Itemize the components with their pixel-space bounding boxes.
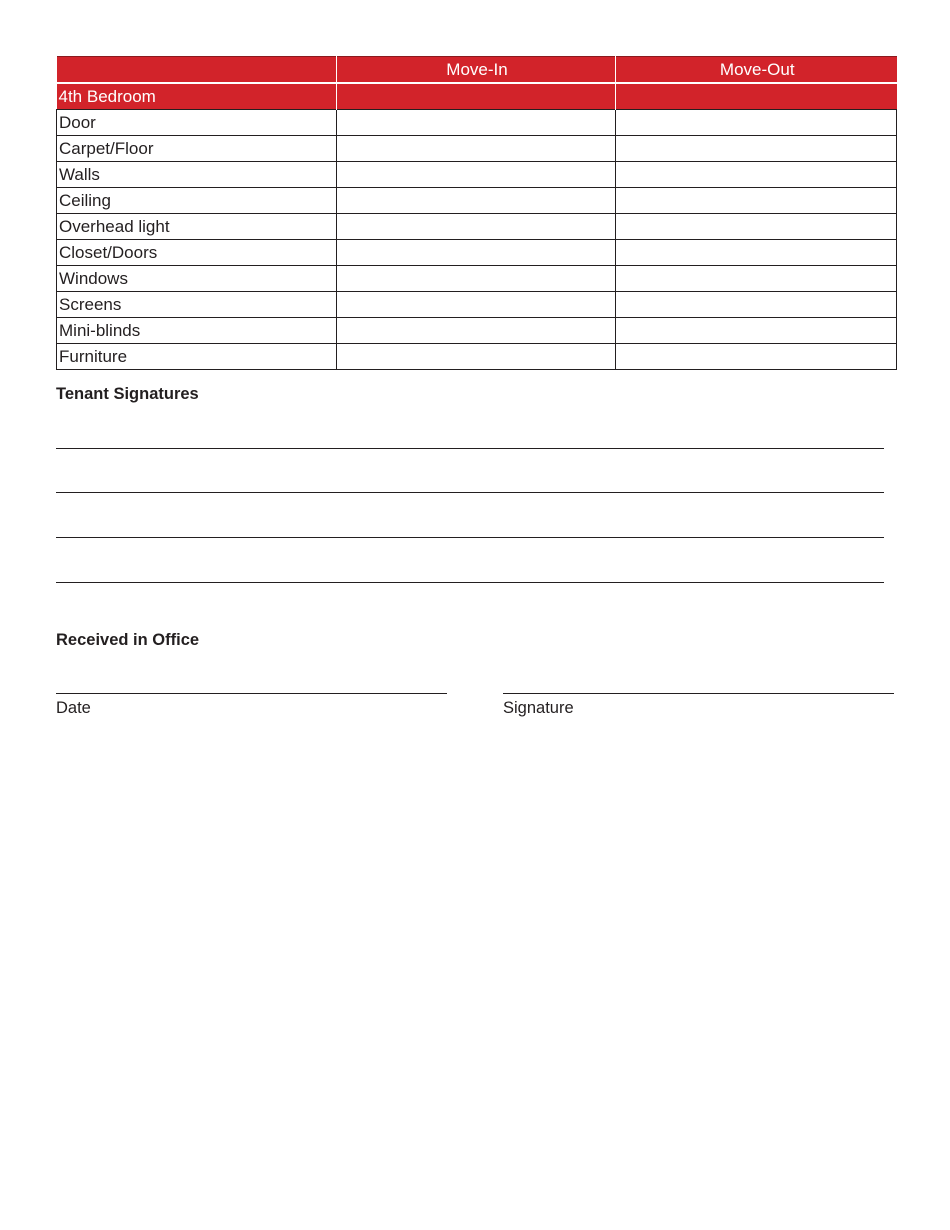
move-out-cell[interactable] (616, 136, 897, 162)
move-out-cell[interactable] (616, 162, 897, 188)
move-in-cell[interactable] (337, 214, 616, 240)
table-row (57, 266, 897, 292)
move-in-cell[interactable] (337, 188, 616, 214)
move-in-cell[interactable] (337, 110, 616, 136)
tenant-signature-line-1[interactable] (56, 448, 884, 449)
office-signature-line[interactable] (503, 693, 894, 694)
section-move-out-cell (616, 83, 897, 110)
table-row (57, 318, 897, 344)
move-out-cell[interactable] (616, 214, 897, 240)
table-row (57, 292, 897, 318)
move-out-cell[interactable] (616, 344, 897, 370)
received-in-office-heading: Received in Office (56, 631, 200, 649)
column-header-move-out: Move-Out (616, 57, 897, 84)
tenant-signature-line-2[interactable] (56, 492, 884, 493)
move-out-cell[interactable] (616, 110, 897, 136)
move-out-cell[interactable] (616, 240, 897, 266)
section-row-4th-bedroom (57, 83, 897, 110)
signature-label: Signature (503, 699, 574, 717)
item-label: Carpet/Floor (57, 136, 337, 162)
date-label: Date (56, 699, 91, 717)
table-header-row (57, 57, 897, 84)
item-label: Door (57, 110, 337, 136)
column-header-item (57, 57, 337, 84)
section-move-in-cell (337, 83, 616, 110)
move-out-cell[interactable] (616, 292, 897, 318)
move-out-cell[interactable] (616, 188, 897, 214)
table-row (57, 214, 897, 240)
tenant-signatures-heading: Tenant Signatures (56, 385, 199, 403)
table-row (57, 344, 897, 370)
tenant-signature-line-3[interactable] (56, 537, 884, 538)
table-row (57, 162, 897, 188)
item-label: Screens (57, 292, 337, 318)
move-in-cell[interactable] (337, 266, 616, 292)
move-in-cell[interactable] (337, 318, 616, 344)
item-label: Closet/Doors (57, 240, 337, 266)
move-out-cell[interactable] (616, 318, 897, 344)
table-row (57, 188, 897, 214)
tenant-signature-line-4[interactable] (56, 582, 884, 583)
table-row (57, 110, 897, 136)
column-header-move-in: Move-In (337, 57, 616, 84)
move-in-cell[interactable] (337, 136, 616, 162)
move-out-cell[interactable] (616, 266, 897, 292)
table-row (57, 240, 897, 266)
move-in-cell[interactable] (337, 240, 616, 266)
item-label: Walls (57, 162, 337, 188)
move-in-cell[interactable] (337, 162, 616, 188)
item-label: Ceiling (57, 188, 337, 214)
item-label: Windows (57, 266, 337, 292)
item-label: Furniture (57, 344, 337, 370)
move-in-cell[interactable] (337, 292, 616, 318)
table-row (57, 136, 897, 162)
section-title: 4th Bedroom (57, 83, 337, 110)
room-checklist-table (56, 56, 897, 370)
item-label: Mini-blinds (57, 318, 337, 344)
date-line[interactable] (56, 693, 447, 694)
move-in-cell[interactable] (337, 344, 616, 370)
item-label: Overhead light (57, 214, 337, 240)
